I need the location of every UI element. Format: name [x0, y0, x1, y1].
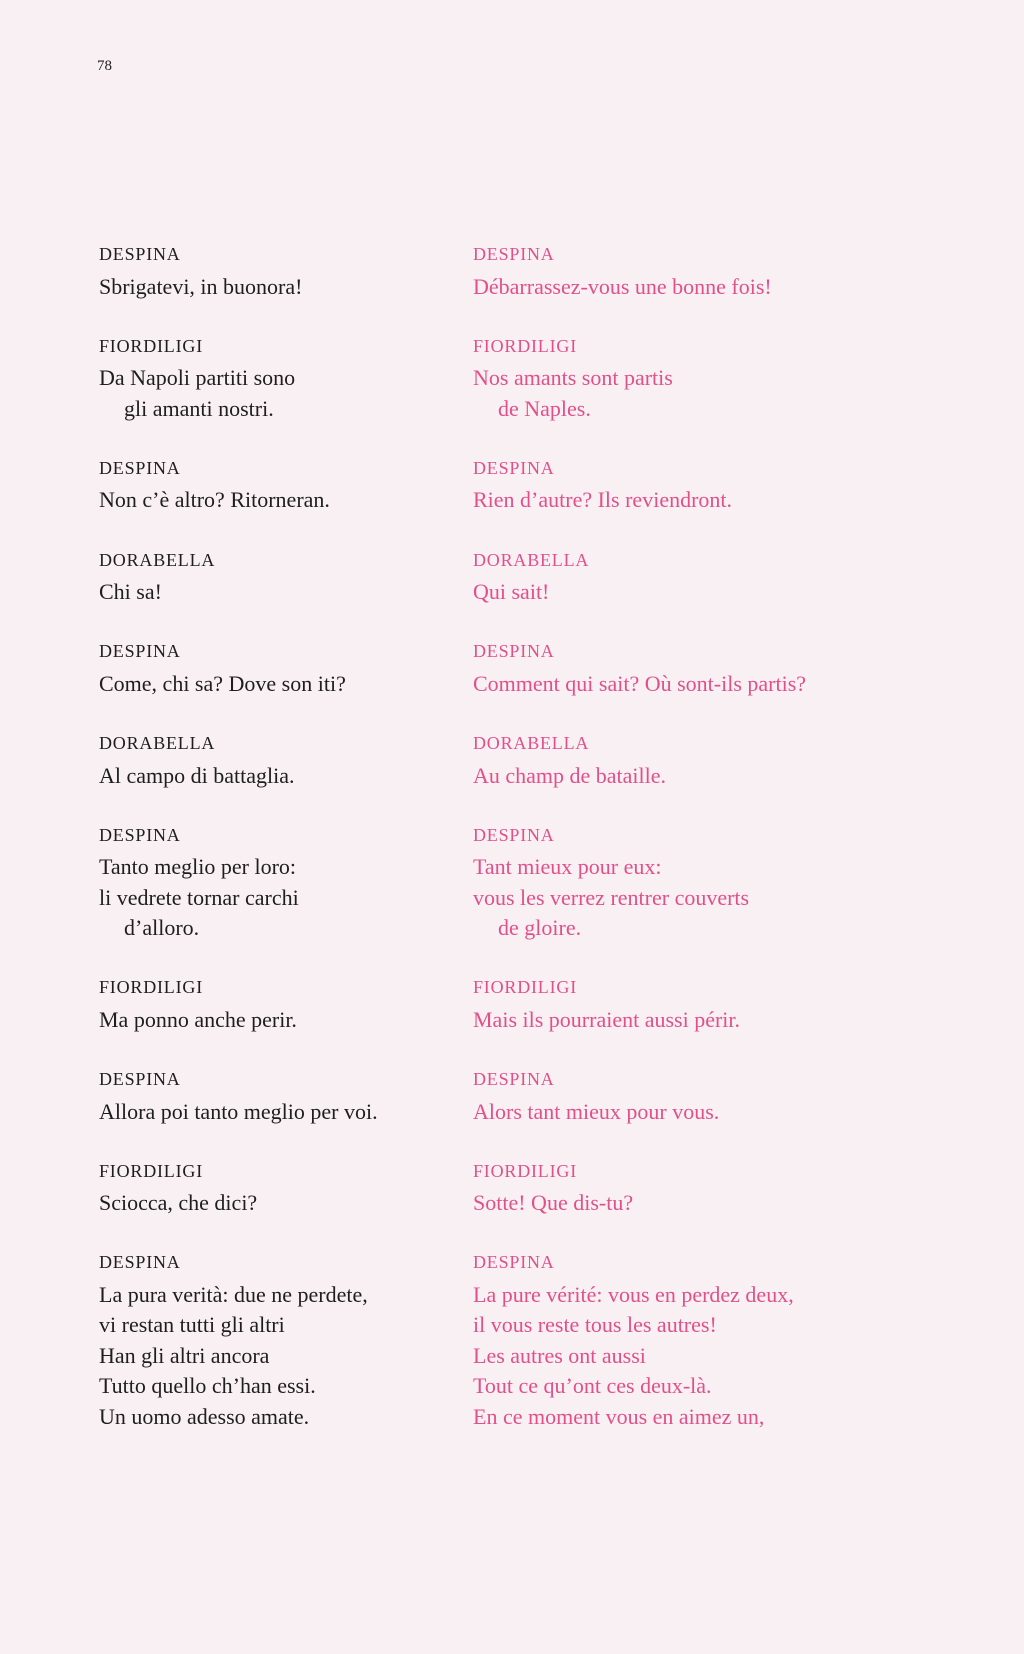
italian-dialogue-line: La pura verità: due ne perdete,	[99, 1281, 368, 1307]
french-dialogue-block	[473, 824, 893, 944]
french-dialogue-line: Qui sait!	[473, 579, 550, 605]
french-dialogue-line: Tout ce qu’ont ces deux-là.	[473, 1373, 712, 1399]
italian-dialogue-line: Han gli altri ancora	[99, 1342, 270, 1368]
italian-dialogue-line: Come, chi sa? Dove son iti?	[99, 670, 346, 696]
page-number: 78	[97, 58, 112, 74]
italian-dialogue-block	[99, 640, 519, 699]
french-speaker-name: FIORDILIGI	[473, 977, 577, 998]
italian-dialogue-line: Non c’è altro? Ritorneran.	[99, 487, 330, 513]
french-dialogue-line: Alors tant mieux pour vous.	[473, 1098, 720, 1124]
french-dialogue-line: Sotte! Que dis-tu?	[473, 1190, 634, 1216]
italian-dialogue-line: Sciocca, che dici?	[99, 1190, 258, 1216]
french-dialogue-block	[473, 1251, 893, 1432]
italian-speaker-name: DESPINA	[99, 1252, 181, 1273]
italian-speaker-name: DORABELLA	[99, 549, 216, 570]
italian-dialogue-block	[99, 1068, 519, 1127]
french-speaker-name: DORABELLA	[473, 732, 590, 753]
french-speaker-name: DESPINA	[473, 244, 555, 264]
italian-speaker-name: DESPINA	[99, 824, 181, 845]
italian-speaker-name: DESPINA	[99, 457, 181, 478]
italian-dialogue-block	[99, 1251, 519, 1432]
italian-dialogue-line: Allora poi tanto meglio per voi.	[99, 1098, 378, 1124]
french-dialogue-block	[473, 1068, 893, 1127]
italian-dialogue-line: Da Napoli partiti sono	[99, 365, 296, 391]
french-dialogue-block	[473, 732, 893, 791]
italian-column	[99, 243, 519, 1465]
italian-dialogue-line: Sbrigatevi, in buonora!	[99, 273, 303, 299]
italian-speaker-name: DESPINA	[99, 641, 181, 662]
french-dialogue-line: Mais ils pourraient aussi périr.	[473, 1006, 741, 1032]
french-dialogue-line: Les autres ont aussi	[473, 1342, 646, 1368]
italian-dialogue-line: gli amanti nostri.	[124, 395, 274, 421]
italian-speaker-name: DORABELLA	[99, 732, 216, 753]
italian-speaker-name: DESPINA	[99, 1069, 181, 1089]
french-dialogue-line: de Naples.	[498, 395, 591, 421]
italian-dialogue-line: d’alloro.	[124, 915, 200, 941]
french-dialogue-line: de gloire.	[498, 915, 582, 941]
french-column	[473, 243, 893, 1465]
italian-dialogue-block	[99, 243, 519, 302]
french-dialogue-line: Nos amants sont partis	[473, 365, 673, 391]
french-speaker-name: DESPINA	[473, 1069, 555, 1089]
french-dialogue-block	[473, 976, 893, 1035]
french-speaker-name: FIORDILIGI	[473, 335, 577, 356]
french-dialogue-line: Tant mieux pour eux:	[473, 854, 662, 880]
french-dialogue-line: vous les verrez rentrer couverts	[473, 884, 750, 910]
italian-dialogue-line: Tanto meglio per loro:	[99, 854, 297, 880]
italian-dialogue-line: li vedrete tornar carchi	[99, 884, 299, 910]
french-dialogue-block	[473, 549, 893, 608]
french-speaker-name: DESPINA	[473, 824, 555, 845]
french-speaker-name: FIORDILIGI	[473, 1160, 577, 1181]
italian-speaker-name: FIORDILIGI	[99, 335, 203, 356]
italian-speaker-name: DESPINA	[99, 244, 181, 264]
french-dialogue-line: Au champ de bataille.	[473, 762, 667, 788]
italian-dialogue-line: Ma ponno anche perir.	[99, 1006, 297, 1032]
french-dialogue-line: Rien d’autre? Ils reviendront.	[473, 487, 733, 513]
french-dialogue-line: La pure vérité: vous en perdez deux,	[473, 1281, 794, 1307]
italian-dialogue-block	[99, 824, 519, 944]
french-dialogue-line: En ce moment vous en aimez un,	[473, 1403, 765, 1429]
italian-dialogue-line: vi restan tutti gli altri	[99, 1312, 285, 1338]
french-speaker-name: DESPINA	[473, 1252, 555, 1273]
italian-dialogue-block	[99, 732, 519, 791]
italian-dialogue-block	[99, 976, 519, 1035]
french-dialogue-block	[473, 243, 893, 302]
french-speaker-name: DORABELLA	[473, 549, 590, 570]
italian-speaker-name: FIORDILIGI	[99, 977, 203, 998]
french-dialogue-line: Débarrassez-vous une bonne fois!	[473, 273, 772, 299]
french-dialogue-line: il vous reste tous les autres!	[473, 1312, 717, 1338]
french-speaker-name: DESPINA	[473, 457, 555, 478]
italian-dialogue-line: Al campo di battaglia.	[99, 762, 295, 788]
italian-dialogue-block	[99, 335, 519, 425]
french-dialogue-block	[473, 640, 893, 699]
italian-dialogue-line: Un uomo adesso amate.	[99, 1403, 310, 1429]
italian-dialogue-block	[99, 457, 519, 516]
italian-dialogue-line: Chi sa!	[99, 579, 162, 605]
french-dialogue-block	[473, 1160, 893, 1219]
french-dialogue-block	[473, 335, 893, 425]
french-speaker-name: DESPINA	[473, 641, 555, 662]
italian-dialogue-block	[99, 1160, 519, 1219]
french-dialogue-block	[473, 457, 893, 516]
italian-dialogue-block	[99, 549, 519, 608]
italian-dialogue-line: Tutto quello ch’han essi.	[99, 1373, 316, 1399]
italian-speaker-name: FIORDILIGI	[99, 1160, 203, 1181]
french-dialogue-line: Comment qui sait? Où sont-ils partis?	[473, 670, 807, 696]
